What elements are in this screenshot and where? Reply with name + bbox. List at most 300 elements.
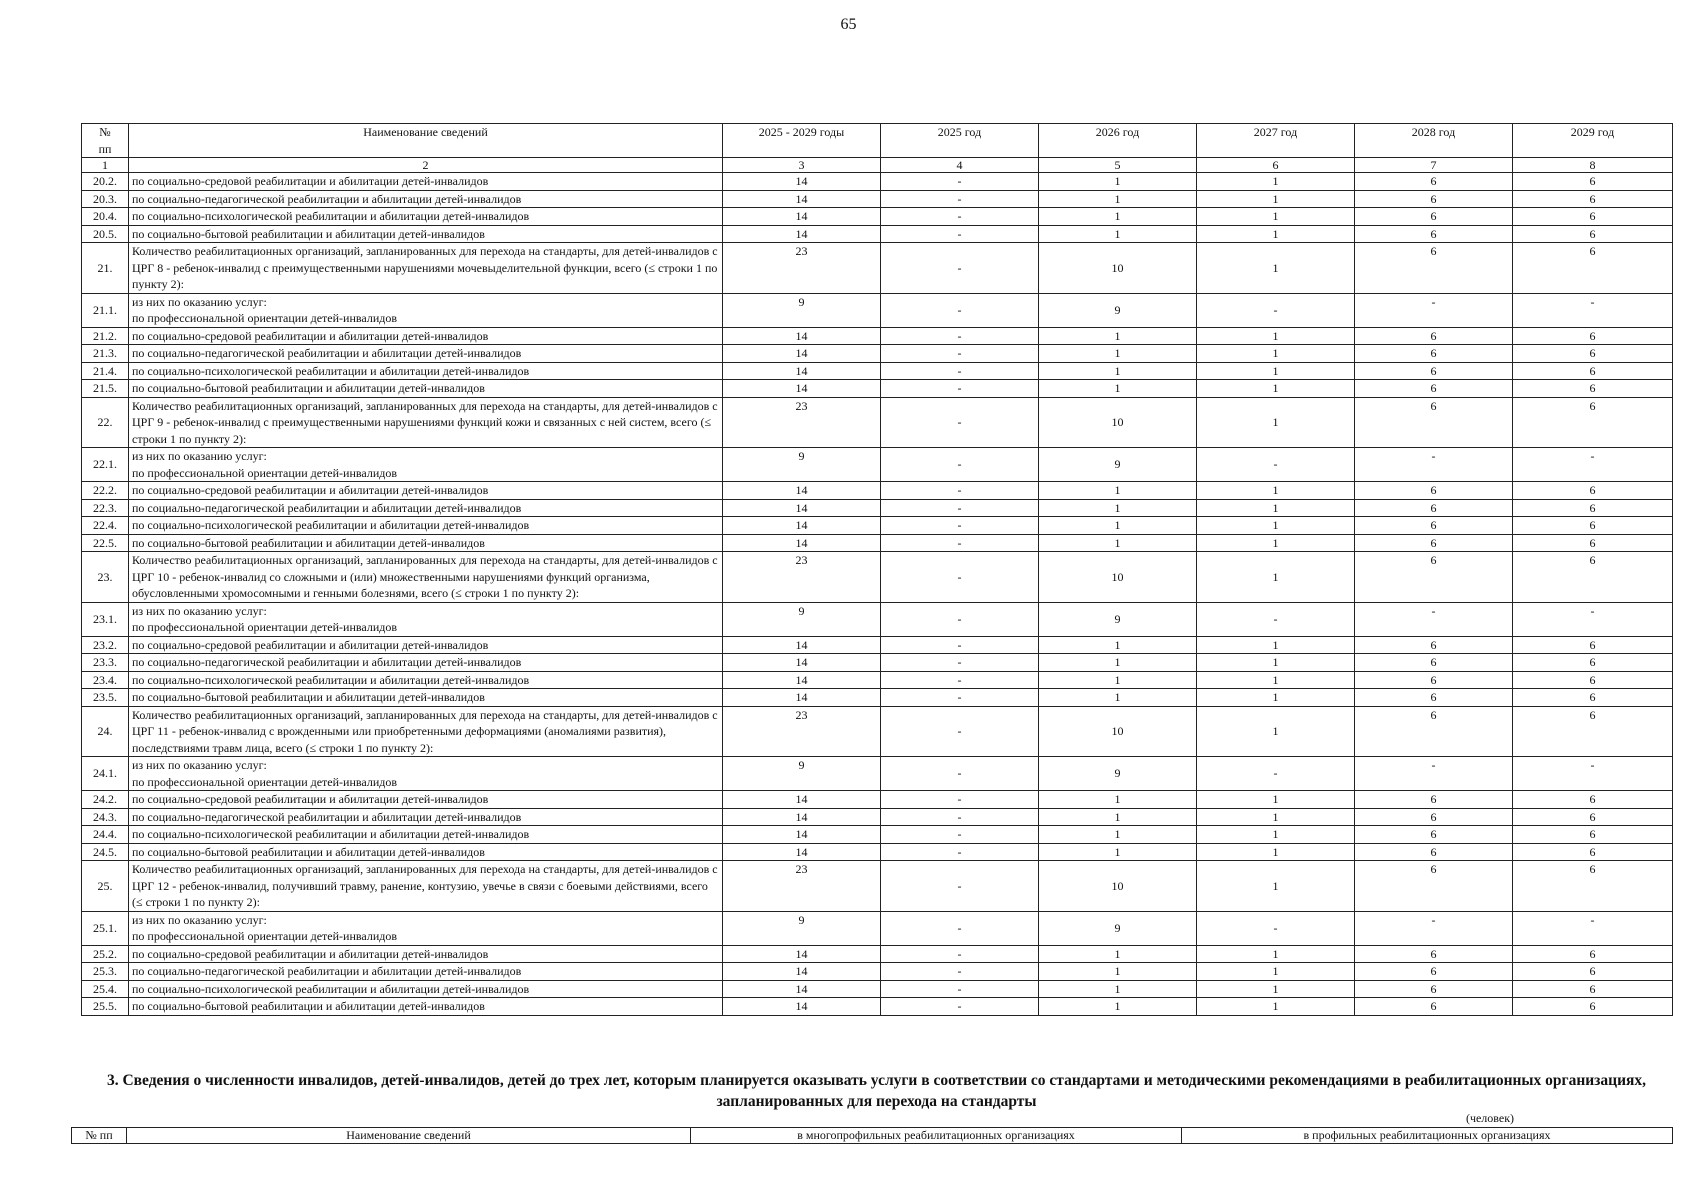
value-2029: 6 [1513, 345, 1673, 363]
table-row [82, 689, 1673, 707]
value-2029: - [1513, 293, 1673, 327]
value-total: 14 [723, 963, 881, 981]
row-name: по социально-средовой реабилитации и абилитации детей-инвалидов [129, 482, 723, 500]
row-name: из них по оказанию услуг: по профессиональной ориентации детей-инвалидов [129, 448, 723, 482]
header-2027: 2027 год [1197, 124, 1355, 158]
value-total: 14 [723, 671, 881, 689]
table-row [82, 208, 1673, 226]
value-2025: - [881, 327, 1039, 345]
value-2029: 6 [1513, 826, 1673, 844]
row-name: по социально-педагогической реабилитации и абилитации детей-инвалидов [129, 190, 723, 208]
value-2025: - [881, 689, 1039, 707]
value-2027: - [1197, 911, 1355, 945]
value-total: 14 [723, 534, 881, 552]
value-2027: 1 [1197, 636, 1355, 654]
value-2027: 1 [1197, 517, 1355, 535]
value-2025: - [881, 671, 1039, 689]
value-2028: 6 [1355, 861, 1513, 912]
value-2025: - [881, 757, 1039, 791]
column-number: 5 [1039, 158, 1197, 173]
value-2028: 6 [1355, 689, 1513, 707]
row-number: 25.5. [82, 998, 129, 1016]
table-body [82, 173, 1673, 1016]
row-name: по социально-педагогической реабилитации и абилитации детей-инвалидов [129, 499, 723, 517]
value-2025: - [881, 243, 1039, 294]
value-2029: 6 [1513, 706, 1673, 757]
value-total: 9 [723, 448, 881, 482]
value-2025: - [881, 208, 1039, 226]
value-2027: 1 [1197, 808, 1355, 826]
column-number-row [82, 158, 1673, 173]
value-2026: 9 [1039, 757, 1197, 791]
table-row [82, 552, 1673, 603]
value-2029: 6 [1513, 671, 1673, 689]
header-num: № пп [72, 1128, 127, 1144]
row-number: 23. [82, 552, 129, 603]
column-number: 1 [82, 158, 129, 173]
row-name: из них по оказанию услуг: по профессиональной ориентации детей-инвалидов [129, 911, 723, 945]
row-name: из них по оказанию услуг: по профессиональной ориентации детей-инвалидов [129, 293, 723, 327]
value-2026: 9 [1039, 602, 1197, 636]
row-name: из них по оказанию услуг: по профессиональной ориентации детей-инвалидов [129, 757, 723, 791]
row-number: 21.4. [82, 362, 129, 380]
value-2026: 1 [1039, 671, 1197, 689]
value-2026: 1 [1039, 345, 1197, 363]
value-2026: 10 [1039, 861, 1197, 912]
row-number: 20.5. [82, 225, 129, 243]
value-2027: 1 [1197, 534, 1355, 552]
value-2025: - [881, 808, 1039, 826]
value-2028: 6 [1355, 517, 1513, 535]
value-2026: 9 [1039, 448, 1197, 482]
table-row [82, 173, 1673, 191]
value-2025: - [881, 173, 1039, 191]
value-2026: 1 [1039, 362, 1197, 380]
value-2026: 1 [1039, 534, 1197, 552]
table-row [82, 380, 1673, 398]
value-2025: - [881, 397, 1039, 448]
page-number: 65 [840, 16, 857, 33]
row-number: 25.4. [82, 980, 129, 998]
row-number: 21. [82, 243, 129, 294]
value-total: 9 [723, 602, 881, 636]
value-2029: 6 [1513, 791, 1673, 809]
value-2028: 6 [1355, 826, 1513, 844]
row-number: 24.1. [82, 757, 129, 791]
value-total: 14 [723, 945, 881, 963]
table-row [82, 534, 1673, 552]
value-2026: 1 [1039, 208, 1197, 226]
value-2025: - [881, 636, 1039, 654]
row-number: 20.4. [82, 208, 129, 226]
table-row [82, 327, 1673, 345]
row-name: по социально-бытовой реабилитации и абилитации детей-инвалидов [129, 225, 723, 243]
header-profile: в профильных реабилитационных организациях [1182, 1128, 1673, 1144]
value-total: 14 [723, 482, 881, 500]
value-2026: 1 [1039, 945, 1197, 963]
value-total: 14 [723, 826, 881, 844]
row-number: 21.2. [82, 327, 129, 345]
table-row [82, 448, 1673, 482]
value-2026: 1 [1039, 225, 1197, 243]
value-2029: 6 [1513, 843, 1673, 861]
value-total: 14 [723, 808, 881, 826]
table-row [82, 654, 1673, 672]
value-2028: - [1355, 293, 1513, 327]
section-3-header-row [72, 1128, 1673, 1144]
value-2026: 1 [1039, 380, 1197, 398]
value-2025: - [881, 911, 1039, 945]
value-2025: - [881, 225, 1039, 243]
value-2026: 1 [1039, 499, 1197, 517]
value-2025: - [881, 552, 1039, 603]
row-number: 22.5. [82, 534, 129, 552]
header-2028: 2028 год [1355, 124, 1513, 158]
table-row [82, 861, 1673, 912]
value-2028: 6 [1355, 791, 1513, 809]
value-2029: 6 [1513, 173, 1673, 191]
row-name: по социально-бытовой реабилитации и абилитации детей-инвалидов [129, 689, 723, 707]
header-name: Наименование сведений [127, 1128, 691, 1144]
value-2027: 1 [1197, 671, 1355, 689]
table-row [82, 757, 1673, 791]
row-number: 25.2. [82, 945, 129, 963]
row-name: по социально-педагогической реабилитации и абилитации детей-инвалидов [129, 654, 723, 672]
value-2029: 6 [1513, 636, 1673, 654]
table-row [82, 671, 1673, 689]
value-2027: - [1197, 293, 1355, 327]
value-2028: 6 [1355, 243, 1513, 294]
value-2028: 6 [1355, 482, 1513, 500]
value-2028: - [1355, 757, 1513, 791]
value-2028: 6 [1355, 208, 1513, 226]
value-2028: 6 [1355, 173, 1513, 191]
value-total: 14 [723, 499, 881, 517]
value-total: 14 [723, 225, 881, 243]
row-number: 22.1. [82, 448, 129, 482]
value-2029: - [1513, 602, 1673, 636]
value-2027: 1 [1197, 980, 1355, 998]
row-name: по социально-средовой реабилитации и абилитации детей-инвалидов [129, 945, 723, 963]
header-num: № пп [82, 124, 129, 158]
row-name: по социально-психологической реабилитации и абилитации детей-инвалидов [129, 671, 723, 689]
header-row [82, 124, 1673, 158]
table-row [82, 517, 1673, 535]
value-total: 9 [723, 911, 881, 945]
value-2025: - [881, 826, 1039, 844]
value-total: 23 [723, 552, 881, 603]
row-name: по социально-бытовой реабилитации и абилитации детей-инвалидов [129, 843, 723, 861]
value-2025: - [881, 293, 1039, 327]
table-row [82, 636, 1673, 654]
value-2028: - [1355, 448, 1513, 482]
value-total: 9 [723, 757, 881, 791]
value-2028: 6 [1355, 534, 1513, 552]
value-2027: 1 [1197, 998, 1355, 1016]
row-number: 21.1. [82, 293, 129, 327]
value-2027: 1 [1197, 826, 1355, 844]
value-total: 14 [723, 998, 881, 1016]
value-2025: - [881, 654, 1039, 672]
value-2029: 6 [1513, 654, 1673, 672]
row-name: по социально-бытовой реабилитации и абилитации детей-инвалидов [129, 998, 723, 1016]
value-2029: 6 [1513, 482, 1673, 500]
value-2027: 1 [1197, 963, 1355, 981]
table-row [82, 345, 1673, 363]
value-2029: 6 [1513, 380, 1673, 398]
column-number: 4 [881, 158, 1039, 173]
value-2027: 1 [1197, 654, 1355, 672]
row-number: 20.2. [82, 173, 129, 191]
value-2028: 6 [1355, 963, 1513, 981]
value-2028: 6 [1355, 980, 1513, 998]
row-number: 22. [82, 397, 129, 448]
row-number: 22.2. [82, 482, 129, 500]
value-2027: - [1197, 757, 1355, 791]
value-2029: 6 [1513, 499, 1673, 517]
header-name: Наименование сведений [129, 124, 723, 158]
value-2029: 6 [1513, 362, 1673, 380]
value-2025: - [881, 380, 1039, 398]
value-2029: 6 [1513, 861, 1673, 912]
value-2029: 6 [1513, 243, 1673, 294]
value-2029: 6 [1513, 945, 1673, 963]
value-2029: - [1513, 757, 1673, 791]
row-number: 23.4. [82, 671, 129, 689]
value-2029: 6 [1513, 963, 1673, 981]
header-multiprofile: в многопрофильных реабилитационных организациях [691, 1128, 1182, 1144]
value-2027: 1 [1197, 706, 1355, 757]
value-2026: 1 [1039, 517, 1197, 535]
value-2026: 1 [1039, 654, 1197, 672]
value-2026: 10 [1039, 243, 1197, 294]
value-total: 14 [723, 173, 881, 191]
table-row [82, 808, 1673, 826]
row-number: 23.3. [82, 654, 129, 672]
value-2028: 6 [1355, 998, 1513, 1016]
value-2025: - [881, 791, 1039, 809]
row-number: 24.2. [82, 791, 129, 809]
value-total: 14 [723, 654, 881, 672]
value-2027: 1 [1197, 397, 1355, 448]
value-2029: 6 [1513, 517, 1673, 535]
table-row [82, 190, 1673, 208]
value-2025: - [881, 448, 1039, 482]
value-2028: 6 [1355, 380, 1513, 398]
value-2026: 9 [1039, 293, 1197, 327]
value-2028: 6 [1355, 843, 1513, 861]
value-2026: 1 [1039, 808, 1197, 826]
section-3-title: 3. Сведения о численности инвалидов, детей-инвалидов, детей до трех лет, которым планируется оказывать услуги в соответствии со стандартами и методическими рекомендациями в реабилитационных организациях, запланированных для перехода на стандарты [106, 1072, 1647, 1110]
value-2026: 10 [1039, 706, 1197, 757]
table-row [82, 980, 1673, 998]
header-2025: 2025 год [881, 124, 1039, 158]
value-2028: 6 [1355, 499, 1513, 517]
value-2028: 6 [1355, 190, 1513, 208]
row-name: Количество реабилитационных организаций, запланированных для перехода на стандарты, для детей-инвалидов с ЦРГ 10 - ребенок-инвалид со сложными и (или) множественными нарушениями функций организма, обусловленными хромосомными и генными болезнями, всего (≤ строки 1 по пункту 2): [129, 552, 723, 603]
value-2027: 1 [1197, 243, 1355, 294]
value-2028: 6 [1355, 552, 1513, 603]
row-number: 21.3. [82, 345, 129, 363]
value-2026: 1 [1039, 826, 1197, 844]
row-name: по социально-средовой реабилитации и абилитации детей-инвалидов [129, 636, 723, 654]
value-2029: 6 [1513, 190, 1673, 208]
value-2026: 1 [1039, 843, 1197, 861]
value-total: 14 [723, 791, 881, 809]
value-2026: 1 [1039, 980, 1197, 998]
value-2025: - [881, 602, 1039, 636]
value-2025: - [881, 534, 1039, 552]
value-2025: - [881, 843, 1039, 861]
row-number: 24.5. [82, 843, 129, 861]
value-total: 14 [723, 345, 881, 363]
value-2028: 6 [1355, 654, 1513, 672]
value-total: 14 [723, 190, 881, 208]
value-2026: 1 [1039, 173, 1197, 191]
value-2028: 6 [1355, 706, 1513, 757]
row-name: по социально-средовой реабилитации и абилитации детей-инвалидов [129, 327, 723, 345]
value-total: 14 [723, 327, 881, 345]
value-total: 23 [723, 861, 881, 912]
value-2025: - [881, 499, 1039, 517]
row-name: Количество реабилитационных организаций, запланированных для перехода на стандарты, для детей-инвалидов с ЦРГ 12 - ребенок-инвалид, получивший травму, ранение, контузию, увечье в связи с боевыми действиями, всего (≤ строки 1 по пункту 2): [129, 861, 723, 912]
row-number: 22.4. [82, 517, 129, 535]
value-total: 14 [723, 980, 881, 998]
value-2025: - [881, 998, 1039, 1016]
value-2025: - [881, 362, 1039, 380]
row-name: по социально-бытовой реабилитации и абилитации детей-инвалидов [129, 380, 723, 398]
value-2029: - [1513, 911, 1673, 945]
table-row [82, 482, 1673, 500]
value-total: 14 [723, 517, 881, 535]
column-number: 7 [1355, 158, 1513, 173]
value-2028: 6 [1355, 636, 1513, 654]
value-2029: 6 [1513, 808, 1673, 826]
table-row [82, 706, 1673, 757]
value-2026: 9 [1039, 911, 1197, 945]
value-2025: - [881, 980, 1039, 998]
value-2027: 1 [1197, 689, 1355, 707]
value-2027: 1 [1197, 362, 1355, 380]
table-row [82, 362, 1673, 380]
value-2025: - [881, 963, 1039, 981]
value-2026: 1 [1039, 636, 1197, 654]
value-2029: 6 [1513, 208, 1673, 226]
table-row [82, 911, 1673, 945]
row-number: 23.5. [82, 689, 129, 707]
unit-note: (человек) [1465, 1111, 1515, 1125]
row-name: Количество реабилитационных организаций, запланированных для перехода на стандарты, для детей-инвалидов с ЦРГ 9 - ребенок-инвалид с преимущественными нарушениями функций кожи и связанных с ней систем, всего (≤ строки 1 по пункту 2): [129, 397, 723, 448]
value-2026: 10 [1039, 552, 1197, 603]
value-2029: 6 [1513, 689, 1673, 707]
value-2027: 1 [1197, 345, 1355, 363]
table-row [82, 293, 1673, 327]
value-total: 14 [723, 636, 881, 654]
value-2025: - [881, 190, 1039, 208]
column-number: 2 [129, 158, 723, 173]
value-2026: 1 [1039, 963, 1197, 981]
value-2027: 1 [1197, 380, 1355, 398]
row-number: 25. [82, 861, 129, 912]
value-2028: 6 [1355, 345, 1513, 363]
value-2025: - [881, 706, 1039, 757]
value-2027: 1 [1197, 843, 1355, 861]
table-row [82, 945, 1673, 963]
value-2027: 1 [1197, 791, 1355, 809]
header-total: 2025 - 2029 годы [723, 124, 881, 158]
row-number: 23.1. [82, 602, 129, 636]
column-number: 3 [723, 158, 881, 173]
value-2025: - [881, 345, 1039, 363]
table-row [82, 243, 1673, 294]
plan-table [81, 123, 1673, 1016]
value-2029: 6 [1513, 327, 1673, 345]
row-number: 24.3. [82, 808, 129, 826]
value-2026: 1 [1039, 482, 1197, 500]
column-number: 8 [1513, 158, 1673, 173]
value-2027: 1 [1197, 861, 1355, 912]
value-2027: 1 [1197, 499, 1355, 517]
value-total: 9 [723, 293, 881, 327]
row-name: из них по оказанию услуг: по профессиональной ориентации детей-инвалидов [129, 602, 723, 636]
value-2028: - [1355, 911, 1513, 945]
table-row [82, 963, 1673, 981]
value-2027: - [1197, 602, 1355, 636]
value-2026: 1 [1039, 190, 1197, 208]
row-number: 20.3. [82, 190, 129, 208]
table-row [82, 499, 1673, 517]
value-2025: - [881, 945, 1039, 963]
value-2026: 1 [1039, 689, 1197, 707]
value-2029: 6 [1513, 998, 1673, 1016]
row-number: 23.2. [82, 636, 129, 654]
value-2027: 1 [1197, 173, 1355, 191]
value-2027: 1 [1197, 190, 1355, 208]
row-name: по социально-психологической реабилитации и абилитации детей-инвалидов [129, 980, 723, 998]
value-2027: 1 [1197, 552, 1355, 603]
value-2027: 1 [1197, 482, 1355, 500]
row-name: по социально-педагогической реабилитации и абилитации детей-инвалидов [129, 808, 723, 826]
value-2029: 6 [1513, 534, 1673, 552]
row-number: 22.3. [82, 499, 129, 517]
value-2028: 6 [1355, 671, 1513, 689]
value-2028: 6 [1355, 362, 1513, 380]
row-name: по социально-педагогической реабилитации и абилитации детей-инвалидов [129, 963, 723, 981]
value-2028: 6 [1355, 945, 1513, 963]
value-total: 14 [723, 843, 881, 861]
row-name: по социально-средовой реабилитации и абилитации детей-инвалидов [129, 791, 723, 809]
table-row [82, 602, 1673, 636]
table-row [82, 225, 1673, 243]
value-2027: 1 [1197, 945, 1355, 963]
value-total: 14 [723, 208, 881, 226]
value-2025: - [881, 517, 1039, 535]
table-row [82, 397, 1673, 448]
value-2028: 6 [1355, 225, 1513, 243]
row-number: 25.1. [82, 911, 129, 945]
value-2029: - [1513, 448, 1673, 482]
row-name: по социально-психологической реабилитации и абилитации детей-инвалидов [129, 208, 723, 226]
value-2025: - [881, 861, 1039, 912]
value-total: 23 [723, 706, 881, 757]
row-name: по социально-психологической реабилитации и абилитации детей-инвалидов [129, 517, 723, 535]
row-name: Количество реабилитационных организаций, запланированных для перехода на стандарты, для детей-инвалидов с ЦРГ 11 - ребенок-инвалид с врожденными или приобретенными деформациями (аномалиями развития), последствиями травм лица, всего (≤ строки 1 по пункту 2): [129, 706, 723, 757]
row-name: по социально-педагогической реабилитации и абилитации детей-инвалидов [129, 345, 723, 363]
value-total: 23 [723, 243, 881, 294]
row-name: Количество реабилитационных организаций, запланированных для перехода на стандарты, для детей-инвалидов с ЦРГ 8 - ребенок-инвалид с преимущественными нарушениями мочевыделительной функции, всего (≤ строки 1 по пункту 2): [129, 243, 723, 294]
row-name: по социально-психологической реабилитации и абилитации детей-инвалидов [129, 362, 723, 380]
value-2028: 6 [1355, 808, 1513, 826]
